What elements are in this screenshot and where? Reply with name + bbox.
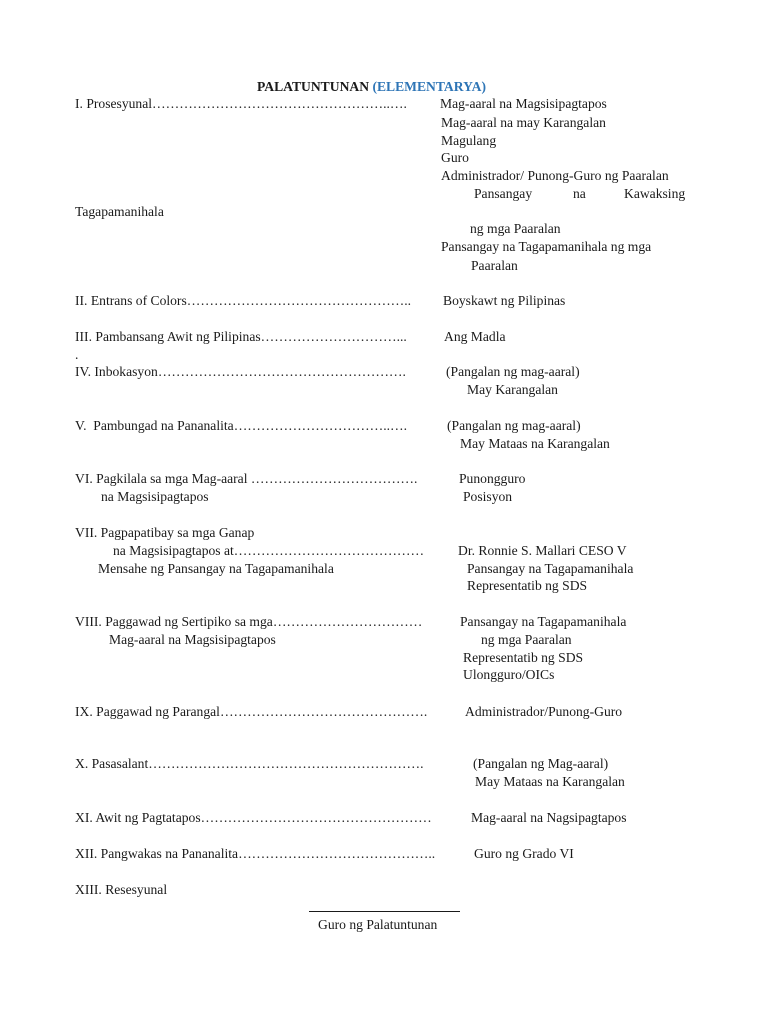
item-pagpapatibay-sub-2: Mensahe ng Pansangay na Tagapamanihala: [98, 561, 334, 576]
item-prosesyunal-role-10: Paaralan: [471, 258, 518, 273]
item-prosesyunal-role-7: Tagapamanihala: [75, 204, 164, 219]
item-inbokasyon-role-2: May Karangalan: [467, 382, 558, 397]
item-pangwakas-na-pananalita: XII. Pangwakas na Pananalita……………………………………..: [75, 846, 436, 861]
item-prosesyunal: I. Prosesyunal……………………………………………..….: [75, 96, 407, 111]
item-resesyunal: XIII. Resesyunal: [75, 882, 168, 897]
item-paggawad-parangal-role: Administrador/Punong-Guro: [465, 704, 623, 719]
item-prosesyunal-role-6b: na: [573, 186, 586, 201]
item-paggawad-sertipiko-role-2: ng mga Paaralan: [481, 632, 572, 647]
item-paggawad-sertipiko-role-4: Ulongguro/OICs: [463, 667, 555, 682]
item-pasasalant-role-2: May Mataas na Karangalan: [475, 774, 625, 789]
item-awit-ng-pagtatapos-role: Mag-aaral na Nagsipagtapos: [471, 810, 627, 825]
item-pagkilala-role-1: Punongguro: [459, 471, 526, 486]
title-main: PALATUNTUNAN: [257, 79, 370, 94]
item-paggawad-sertipiko: VIII. Paggawad ng Sertipiko sa mga……………………………: [75, 614, 423, 629]
item-pagpapatibay-sub-1: na Magsisipagtapos at……………………………………: [113, 543, 425, 558]
item-prosesyunal-role-1: Mag-aaral na Magsisipagtapos: [440, 96, 607, 111]
item-paggawad-sertipiko-sub: Mag-aaral na Magsisipagtapos: [109, 632, 276, 647]
document-title: [257, 78, 486, 96]
item-prosesyunal-role-2: Mag-aaral na may Karangalan: [441, 115, 606, 130]
item-pambungad-na-pananalita: V. Pambungad na Pananalita……………………………..….: [75, 418, 408, 433]
item-inbokasyon-role-1: (Pangalan ng mag-aaral): [446, 364, 580, 379]
item-pambungad-role-1: (Pangalan ng mag-aaral): [447, 418, 581, 433]
signature-label: Guro ng Palatuntunan: [318, 917, 438, 932]
item-pambansang-awit-role: Ang Madla: [444, 329, 506, 344]
item-prosesyunal-role-9: Pansangay na Tagapamanihala ng mga: [441, 239, 652, 254]
item-paggawad-sertipiko-role-1: Pansangay na Tagapamanihala: [460, 614, 627, 629]
item-paggawad-parangal: IX. Paggawad ng Parangal……………………………………….: [75, 704, 428, 719]
item-prosesyunal-role-3: Magulang: [441, 133, 497, 148]
item-prosesyunal-role-6c: Kawaksing: [624, 186, 686, 201]
item-pambansang-awit: III. Pambansang Awit ng Pilipinas…………………………...: [75, 329, 407, 344]
item-pagpapatibay: VII. Pagpapatibay sa mga Ganap: [75, 525, 255, 540]
stray-dot: .: [75, 347, 79, 362]
item-pagkilala-sub: na Magsisipagtapos: [101, 489, 209, 504]
item-entrans-of-colors: II. Entrans of Colors…………………………………………..: [75, 293, 412, 308]
item-prosesyunal-role-5: Administrador/ Punong-Guro ng Paaralan: [441, 168, 669, 183]
title-sub: (ELEMENTARYA): [372, 79, 487, 94]
signature-line: [309, 911, 460, 912]
item-pagpapatibay-role-1: Dr. Ronnie S. Mallari CESO V: [458, 543, 627, 558]
item-inbokasyon: IV. Inbokasyon……………………………………………….: [75, 364, 406, 379]
item-prosesyunal-role-4: Guro: [441, 150, 469, 165]
item-pasasalant: X. Pasasalant…………………………………………………….: [75, 756, 424, 771]
item-pagkilala: VI. Pagkilala sa mga Mag-aaral ……………………………….: [75, 471, 418, 486]
item-pasasalant-role-1: (Pangalan ng Mag-aaral): [473, 756, 609, 771]
item-prosesyunal-role-6a: Pansangay: [474, 186, 533, 201]
item-pagpapatibay-role-3: Representatib ng SDS: [467, 578, 588, 593]
item-paggawad-sertipiko-role-3: Representatib ng SDS: [463, 650, 584, 665]
item-pagpapatibay-role-2: Pansangay na Tagapamanihala: [467, 561, 634, 576]
item-prosesyunal-role-8: ng mga Paaralan: [470, 221, 561, 236]
item-pagkilala-role-2: Posisyon: [463, 489, 513, 504]
item-pangwakas-role: Guro ng Grado VI: [474, 846, 574, 861]
item-awit-ng-pagtatapos: XI. Awit ng Pagtatapos……………………………………………: [75, 810, 432, 825]
item-entrans-of-colors-role: Boyskawt ng Pilipinas: [443, 293, 566, 308]
item-pambungad-role-2: May Mataas na Karangalan: [460, 436, 610, 451]
